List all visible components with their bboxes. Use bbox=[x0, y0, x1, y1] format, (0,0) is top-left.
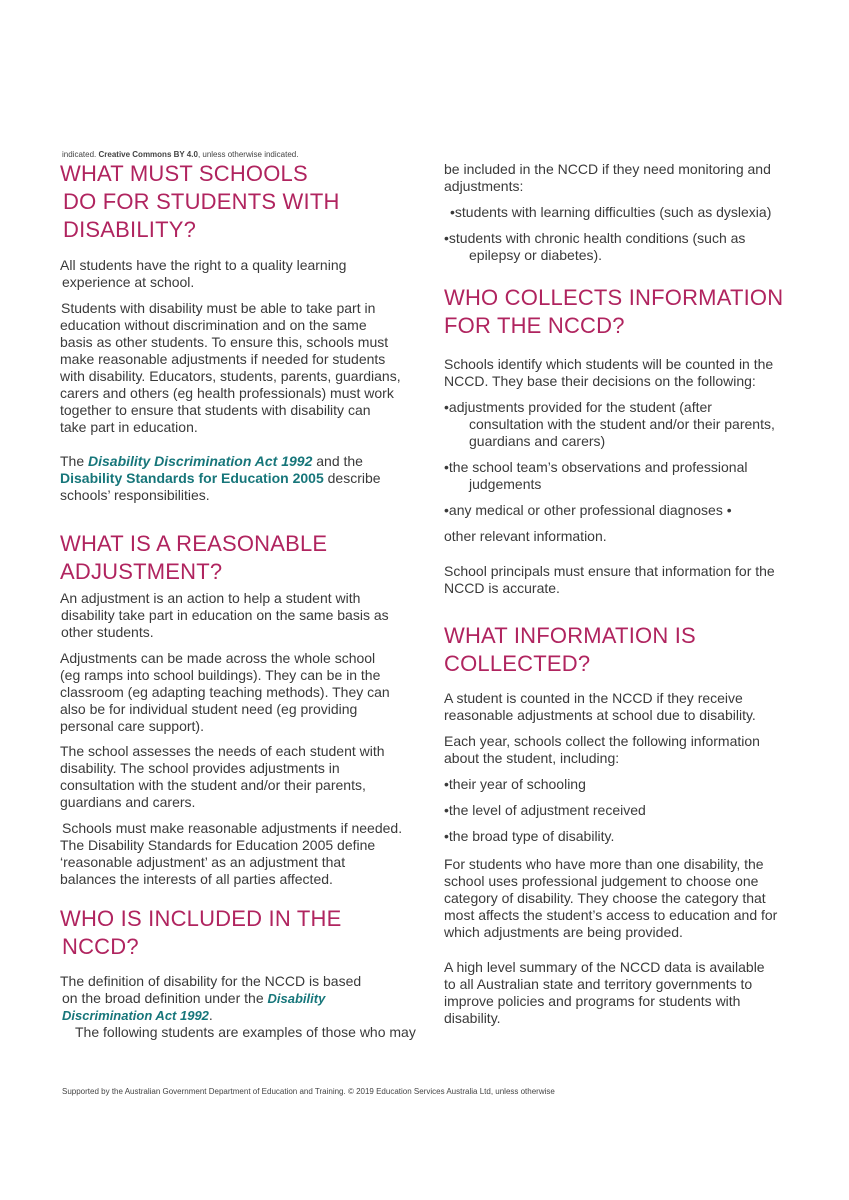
s5-paragraph-2: Each year, schools collect the following information about the student, including: bbox=[444, 733, 760, 766]
license-note: indicated. Creative Commons BY 4.0, unless otherwise indicated. bbox=[62, 150, 299, 159]
s2-paragraph-4: Schools must make reasonable adjustments if needed. The Disability Standards for Education 2005 define ‘reasonable adjustment’ as an adjustment that balances the interests of all parties affected. bbox=[60, 820, 403, 887]
heading-who-is-included: WHO IS INCLUDED IN THE NCCD? bbox=[60, 906, 342, 959]
s4-paragraph-2: School principals must ensure that information for the NCCD is accurate. bbox=[444, 563, 775, 596]
heading-reasonable-adjustment: WHAT IS A REASONABLE ADJUSTMENT? bbox=[60, 531, 328, 584]
s1-paragraph-1: All students have the right to a quality learning experience at school. bbox=[60, 257, 347, 290]
dda-link[interactable]: Disability Discrimination Act 1992 bbox=[88, 453, 313, 469]
dda-link-3[interactable]: Discrimination Act 1992 bbox=[62, 1008, 209, 1023]
left-column bbox=[60, 160, 405, 244]
s1-paragraph-3: The Disability Discrimination Act 1992 and the Disability Standards for Education 2005 describe schools’ responsibilities. bbox=[60, 453, 381, 503]
s3-paragraph-1: The definition of disability for the NCCD is based on the broad definition under the Disability Discrimination Act 1992. The following students are examples of those who may bbox=[60, 973, 416, 1040]
list-item: • students with chronic health conditions (such as bbox=[444, 230, 792, 247]
dse-link[interactable]: Disability Standards for Education 2005 bbox=[60, 470, 324, 486]
right-continued-paragraph: be included in the NCCD if they need monitoring and adjustments: bbox=[444, 161, 771, 194]
s2-paragraph-1: An adjustment is an action to help a student with disability take part in education on the same basis as other students. bbox=[60, 590, 389, 640]
heading-who-collects: WHO COLLECTS INFORMATION FOR THE NCCD? bbox=[444, 285, 784, 338]
list-item: • adjustments provided for the student (after bbox=[444, 399, 792, 416]
s5-bullet-list bbox=[444, 776, 792, 845]
page-footer: Supported by the Australian Government Department of Education and Training. © 2019 Education Services Australia Ltd, unless otherwise bbox=[62, 1087, 555, 1096]
list-item: • students with learning difficulties (such as dyslexia) bbox=[444, 204, 792, 221]
list-item: • any medical or other professional diagnoses • bbox=[444, 502, 792, 519]
s5-paragraph-4: A high level summary of the NCCD data is available to all Australian state and territory governments to improve policies and programs for students with disability. bbox=[444, 959, 765, 1026]
list-item: • the level of adjustment received bbox=[444, 802, 792, 819]
list-item: • their year of schooling bbox=[444, 776, 792, 793]
s5-paragraph-1: A student is counted in the NCCD if they receive reasonable adjustments at school due to disability. bbox=[444, 690, 756, 723]
s4-bullet-list: • adjustments provided for the student (after consultation with the student and/or their parents, guardians and carers) • the school team’s observations and professional judgements • any medical or other professional diagnoses • other relevant information. bbox=[444, 399, 792, 545]
list-item: • the broad type of disability. bbox=[444, 828, 792, 845]
heading-what-information: WHAT INFORMATION IS COLLECTED? bbox=[444, 623, 696, 676]
heading-what-must-schools: WHAT MUST SCHOOLS DO FOR STUDENTS WITH DISABILITY? bbox=[60, 161, 340, 242]
dda-link-2[interactable]: Disability bbox=[267, 991, 326, 1006]
examples-bullet-list: • students with learning difficulties (such as dyslexia) • students with chronic health conditions (such as epilepsy or diabetes). bbox=[444, 204, 792, 264]
s1-paragraph-2: Students with disability must be able to take part in education without discrimination and on the same basis as other students. To ensure this, schools must make reasonable adjustments if needed for students with disability. Educators, students, parents, guardians, carers and others (eg health professionals) must work together to ensure that students with disability can take part in education. bbox=[60, 300, 401, 435]
s2-paragraph-2: Adjustments can be made across the whole school (eg ramps into school buildings). They can be in the classroom (eg adapting teaching methods). They can also be for individual student need (eg providing personal care support). bbox=[60, 650, 390, 734]
s5-paragraph-3: For students who have more than one disability, the school uses professional judgement to choose one category of disability. They choose the category that most affects the student’s access to education and for which adjustments are being provided. bbox=[444, 856, 778, 940]
s2-paragraph-3: The school assesses the needs of each student with disability. The school provides adjustments in consultation with the student and/or their parents, guardians and carers. bbox=[60, 743, 385, 810]
list-item: • the school team’s observations and professional bbox=[444, 459, 792, 476]
s4-paragraph-1: Schools identify which students will be counted in the NCCD. They base their decisions on the following: bbox=[444, 356, 774, 389]
